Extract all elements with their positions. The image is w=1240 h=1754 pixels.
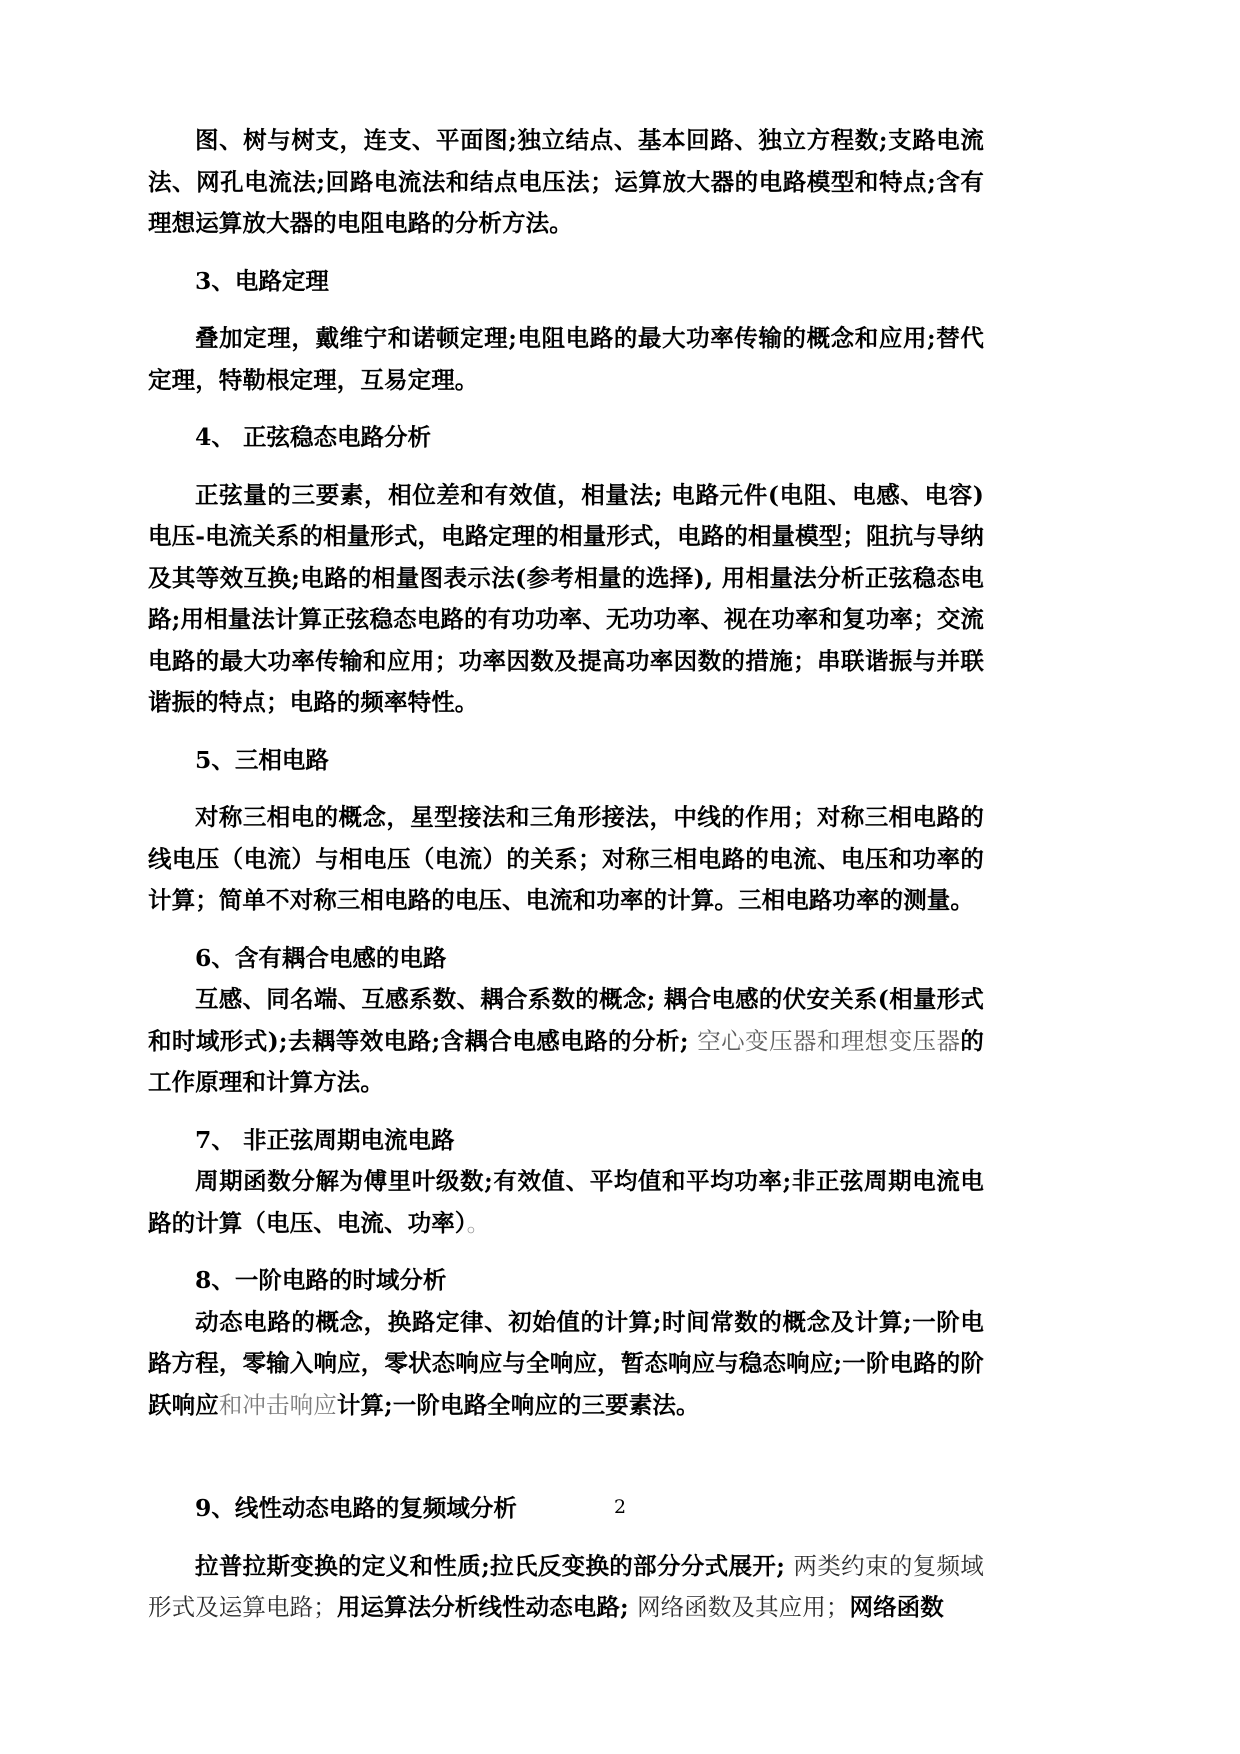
text-run-semi: 两类约束的复频域形式及运算电路； (148, 1551, 984, 1621)
paragraph-graph-theory: 图、树与树支，连支、平面图;独立结点、基本回路、独立方程数;支路电流法、网孔电流法;回路电流法和结点电压法；运算放大器的电路模型和特点;含有理想运算放大器的电阻电路的分析方法。 (148, 126, 984, 237)
paragraph-first-order-time-domain (148, 1302, 984, 1427)
heading-7-nonsinusoidal-periodic: 7、 非正弦周期电流电路 (195, 1125, 455, 1154)
spacer (148, 459, 984, 475)
page-content (148, 120, 984, 1629)
spacer (148, 302, 984, 318)
spacer (148, 1104, 984, 1120)
spacer (148, 1244, 984, 1260)
spacer (148, 724, 984, 740)
paragraph-coupled-inductance (148, 979, 984, 1104)
spacer (148, 245, 984, 261)
spacer (148, 781, 984, 797)
paragraph-complex-frequency-domain (148, 1546, 984, 1629)
spacer (148, 401, 984, 417)
text-run-normal-2: 用运算法分析线性动态电路; (336, 1593, 638, 1621)
text-run-normal-2: 计算;一阶电路全响应的三要素法。 (336, 1390, 700, 1419)
heading-3-circuit-theorems: 3、电路定理 (195, 266, 329, 295)
text-run-normal: 互感、同名端、互感系数、耦合系数的概念; 耦合电感的伏安关系(相量形式和时域形式);去耦等效电路;含耦合电感电路的分析; (148, 985, 984, 1055)
heading-9-complex-frequency-domain: 9、线性动态电路的复频域分析 (195, 1494, 517, 1522)
text-run-normal: 动态电路的概念，换路定律、初始值的计算;时间常数的概念及计算;一阶电路方程，零输入响应，零状态响应与全响应，暂态响应与稳态响应;一阶电路的阶跃响应 (148, 1307, 984, 1419)
text-run-faint: 空心变压器和理想变压器 (697, 1026, 961, 1055)
spacer (148, 1530, 984, 1546)
spacer (148, 922, 984, 938)
text-run-faint: 和冲击响应 (218, 1390, 337, 1419)
heading-4-sinusoidal-steady-state: 4、 正弦稳态电路分析 (195, 423, 432, 451)
text-run-normal-3: 网络函数 (849, 1593, 944, 1621)
paragraph-nonsinusoidal-periodic (148, 1161, 984, 1244)
paragraph-three-phase-circuits: 对称三相电的概念，星型接法和三角形接法，中线的作用；对称三相电路的线电压（电流）与相电压（电流）的关系；对称三相电路的电流、电压和功率的计算；简单不对称三相电路的电压、电流和功率的计算。三相电路功率的测量。 (148, 803, 984, 914)
text-run-normal: 拉普拉斯变换的定义和性质;拉氏反变换的部分分式展开; (195, 1551, 794, 1580)
text-run-light-period: 。 (466, 1208, 491, 1237)
paragraph-sinusoidal-steady-state: 正弦量的三要素，相位差和有效值，相量法; 电路元件(电阻、电感、电容)电压-电流关系的相量形式，电路定理的相量形式，电路的相量模型；阻抗与导纳及其等效互换;电路的相量图表示法(参考相量的选择), 用相量法分析正弦稳态电路;用相量法计算正弦稳态电路的有功功率、无功功率、视在功率和复功率；交流电路的最大功率传输和应用；功率因数及提高功率因数的措施；串联谐振与并联谐振的特点；电路的频率特性。 (148, 480, 984, 716)
text-run-semi-2: 网络函数及其应用； (637, 1593, 850, 1621)
page-number: 2 (613, 1496, 627, 1518)
heading-5-three-phase-circuits: 5、三相电路 (195, 745, 329, 774)
heading-6-coupled-inductance: 6、含有耦合电感的电路 (195, 943, 447, 972)
text-run-normal-2: 的工作原理和计算方法。 (148, 1026, 984, 1096)
spacer (148, 1426, 984, 1488)
heading-8-first-order-time-domain: 8、一阶电路的时域分析 (195, 1266, 447, 1294)
paragraph-circuit-theorems: 叠加定理，戴维宁和诺顿定理;电阻电路的最大功率传输的概念和应用;替代定理，特勒根定理，互易定理。 (148, 324, 984, 394)
text-run-normal: 周期函数分解为傅里叶级数;有效值、平均值和平均功率;非正弦周期电流电路的计算（电压、电流、功率） (148, 1167, 984, 1237)
